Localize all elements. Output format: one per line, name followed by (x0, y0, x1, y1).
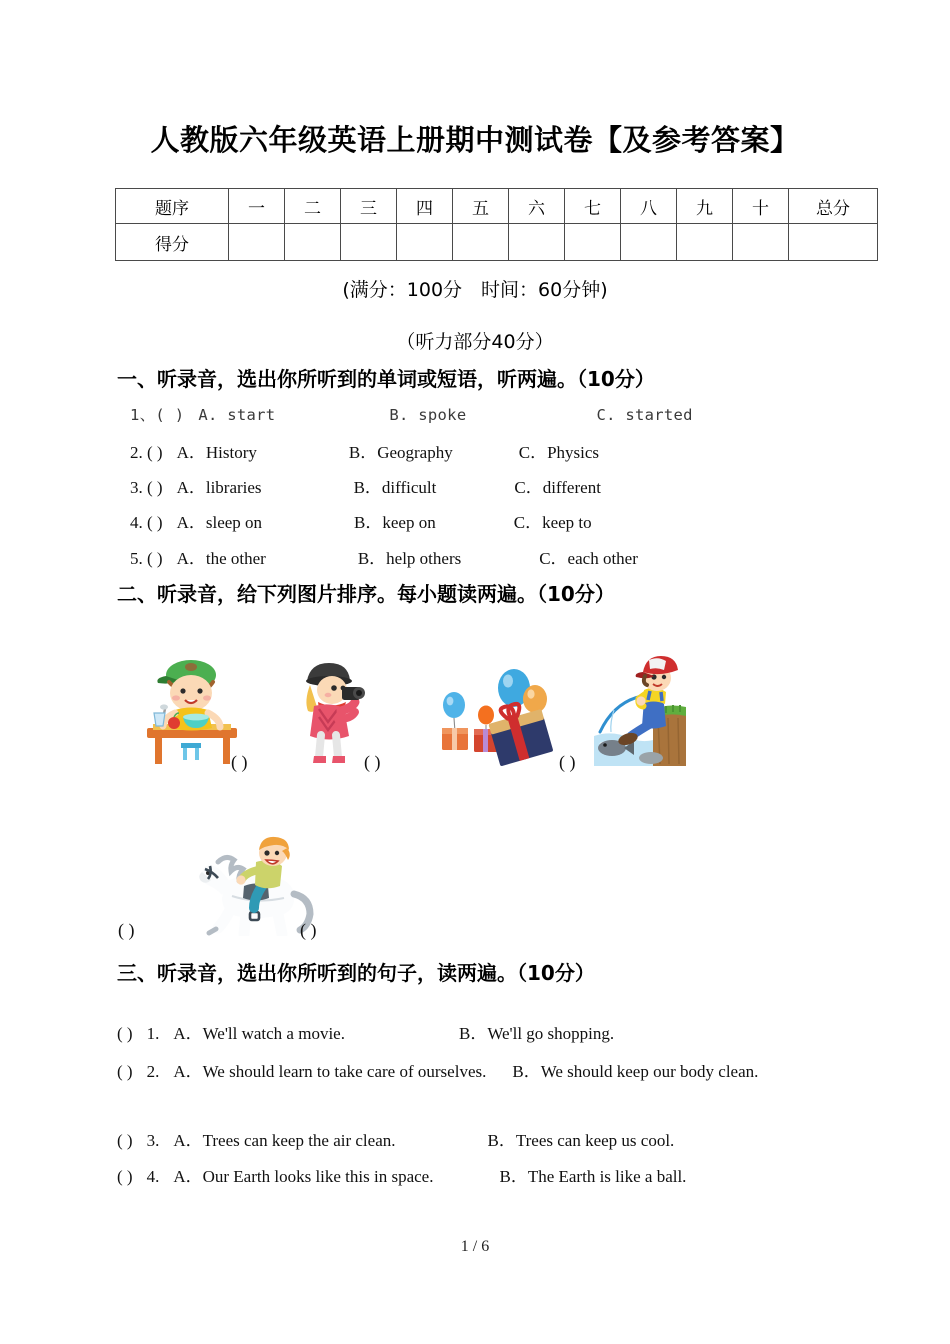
q3-3-bracket[interactable]: ( ) (117, 1131, 133, 1150)
question-1-3 (130, 473, 601, 498)
picture-gifts-and-balloons (432, 658, 562, 766)
score-cell-total[interactable] (789, 224, 878, 261)
q3-1-option-b[interactable]: B．We'll go shopping. (458, 1024, 615, 1043)
question-3-4 (117, 1162, 686, 1187)
section-heading-3: 三、听录音，选出你所听到的句子，读两遍。（10分） (117, 961, 595, 985)
col-header-6: 六 (509, 189, 565, 224)
answer-bracket-pic-3[interactable]: ( ) (559, 752, 576, 772)
score-cell-3[interactable] (341, 224, 397, 261)
q3-2-bracket[interactable]: ( ) (117, 1062, 133, 1081)
picture-girl-with-camera (288, 657, 366, 767)
boy-eating-illustration (139, 655, 244, 765)
full-marks-line: (满分：100分 时间：60分钟) (342, 279, 608, 301)
col-header-9: 九 (677, 189, 733, 224)
q1-2-option-c[interactable]: C．Physics (518, 443, 600, 462)
col-header-3: 三 (341, 189, 397, 224)
col-header-2: 二 (285, 189, 341, 224)
q3-2-option-a[interactable]: A．We should learn to take care of ourselves. (173, 1062, 487, 1081)
question-1-2 (130, 438, 599, 463)
score-cell-7[interactable] (565, 224, 621, 261)
table-row-scores (116, 224, 878, 261)
picture-boy-riding-horse (196, 836, 316, 936)
col-header-8: 八 (621, 189, 677, 224)
answer-bracket-pic-2[interactable]: ( ) (364, 752, 381, 772)
score-cell-4[interactable] (397, 224, 453, 261)
q3-4-bracket[interactable]: ( ) (117, 1167, 133, 1186)
q1-4-option-a[interactable]: A．sleep on (176, 513, 263, 532)
section-heading-2: 二、听录音，给下列图片排序。每小题读两遍。（10分） (117, 582, 615, 606)
question-3-3 (117, 1126, 674, 1151)
score-cell-10[interactable] (733, 224, 789, 261)
answer-bracket-pic-1[interactable]: ( ) (231, 752, 248, 772)
score-cell-6[interactable] (509, 224, 565, 261)
q1-5-option-c[interactable]: C．each other (539, 549, 638, 568)
listening-part-line: （听力部分40分） (396, 331, 554, 353)
q3-3-option-b[interactable]: B．Trees can keep us cool. (487, 1131, 675, 1150)
q1-4-num: 4. ( ) (130, 513, 163, 532)
col-header-7: 七 (565, 189, 621, 224)
boy-on-horse-illustration (196, 836, 316, 936)
answer-bracket-row2-left[interactable]: ( ) (118, 920, 135, 940)
picture-boy-eating-at-table (139, 655, 244, 765)
page-number-footer: 1 / 6 (460, 1238, 490, 1255)
row-label-question-order: 题序 (116, 189, 229, 224)
q1-1-option-c[interactable]: C. started (596, 406, 693, 424)
question-3-2 (117, 1054, 907, 1090)
q1-4-option-b[interactable]: B．keep on (354, 513, 436, 532)
col-header-total: 总分 (789, 189, 878, 224)
answer-bracket-row2-right[interactable]: ( ) (300, 920, 317, 940)
q3-4-num: 4. (146, 1167, 160, 1186)
col-header-1: 一 (229, 189, 285, 224)
q3-3-option-a[interactable]: A．Trees can keep the air clean. (173, 1131, 396, 1150)
q1-2-option-b[interactable]: B．Geography (348, 443, 453, 462)
score-cell-9[interactable] (677, 224, 733, 261)
question-3-1 (117, 1019, 614, 1044)
q1-5-option-a[interactable]: A．the other (176, 549, 266, 568)
row-label-score: 得分 (116, 224, 229, 261)
score-cell-8[interactable] (621, 224, 677, 261)
q3-2-num: 2. (146, 1062, 160, 1081)
q1-5-option-b[interactable]: B．help others (357, 549, 462, 568)
q1-4-option-c[interactable]: C．keep to (513, 513, 592, 532)
page-title: 人教版六年级英语上册期中测试卷【及参考答案】 (150, 123, 800, 157)
question-1-1 (130, 403, 693, 425)
q1-2-num: 2. ( ) (130, 443, 163, 462)
q1-3-option-a[interactable]: A．libraries (176, 478, 262, 497)
col-header-4: 四 (397, 189, 453, 224)
q3-1-num: 1. (146, 1024, 160, 1043)
section-heading-1: 一、听录音，选出你所听到的单词或短语，听两遍。（10分） (117, 367, 655, 391)
q3-4-option-b[interactable]: B．The Earth is like a ball. (499, 1167, 687, 1186)
col-header-5: 五 (453, 189, 509, 224)
score-table (115, 188, 878, 261)
q1-3-option-c[interactable]: C．different (514, 478, 601, 497)
q3-1-bracket[interactable]: ( ) (117, 1024, 133, 1043)
gifts-balloons-illustration (432, 658, 562, 766)
q3-3-num: 3. (146, 1131, 160, 1150)
score-cell-1[interactable] (229, 224, 285, 261)
question-1-4 (130, 508, 592, 533)
q1-2-option-a[interactable]: A．History (176, 443, 257, 462)
q1-1-num: 1、( ) (130, 406, 185, 424)
q1-3-num: 3. ( ) (130, 478, 163, 497)
question-1-5 (130, 544, 638, 569)
picture-boy-fishing (594, 648, 686, 766)
table-row-question-numbers (116, 189, 878, 224)
q1-3-option-b[interactable]: B．difficult (353, 478, 437, 497)
q1-5-num: 5. ( ) (130, 549, 163, 568)
q3-2-option-b[interactable]: B．We should keep our body clean. (512, 1062, 759, 1081)
score-cell-2[interactable] (285, 224, 341, 261)
q3-1-option-a[interactable]: A．We'll watch a movie. (173, 1024, 345, 1043)
q1-1-option-a[interactable]: A. start (198, 406, 276, 424)
score-cell-5[interactable] (453, 224, 509, 261)
boy-fishing-illustration (594, 648, 686, 766)
col-header-10: 十 (733, 189, 789, 224)
girl-photographer-illustration (288, 657, 366, 767)
q1-1-option-b[interactable]: B. spoke (389, 406, 467, 424)
q3-4-option-a[interactable]: A．Our Earth looks like this in space. (173, 1167, 434, 1186)
